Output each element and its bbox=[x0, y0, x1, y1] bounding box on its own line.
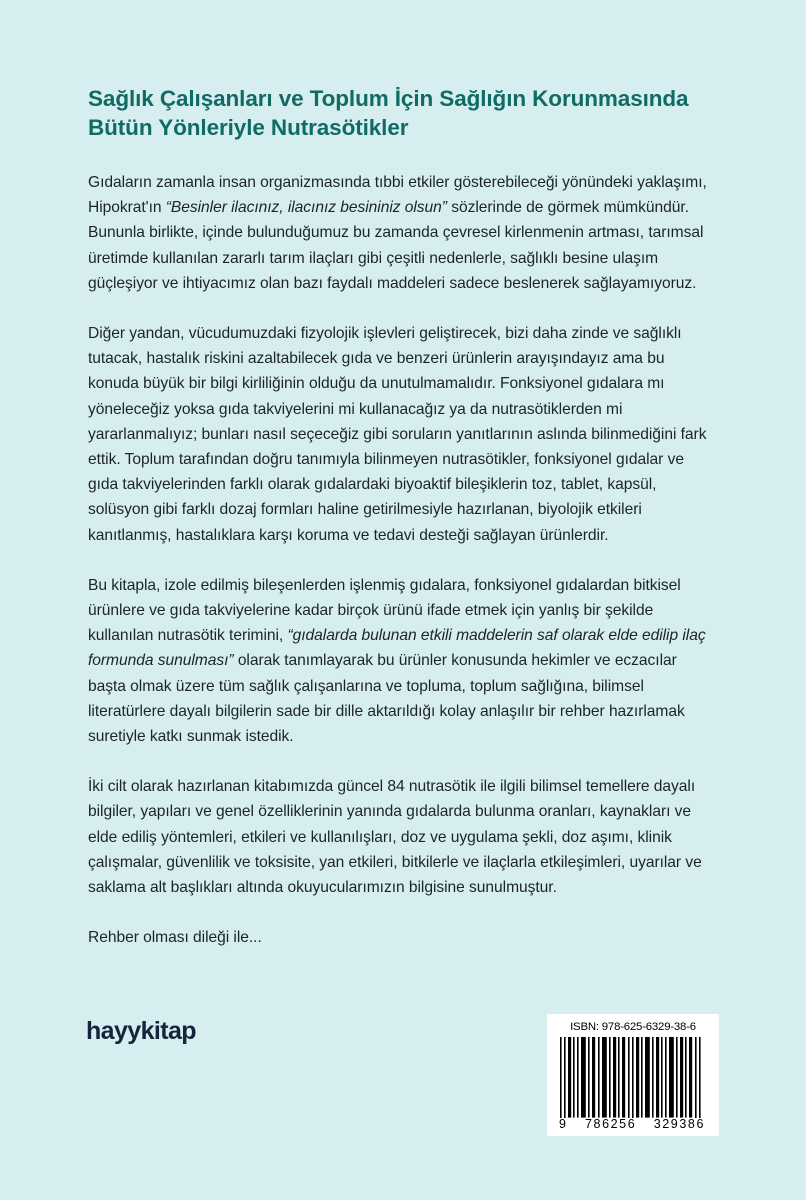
blurb-paragraph-1 bbox=[88, 170, 718, 296]
publisher-logo: hayykitap bbox=[86, 1017, 196, 1045]
blurb-paragraph-2: Diğer yandan, vücudumuzdaki fizyolojik işlevleri geliştirecek, bizi daha zinde ve sağlıklı tutacak, hastalık riskini azaltabilecek gıda ve benzeri ürünlerin arayışındayız ama bu konuda büyük bir bilgi kirliliğinin olduğu da unutulmamalıdır. Fonksiyonel gıdalara mı yöneleceğiz yoksa gıda takviyelerini mi kullanacağız ya da nutrasötiklerden mi yararlanmalıyız; bunları nasıl seçeceğiz gibi soruların yanıtlarının aslında bilinmediğini fark ettik. Toplum tarafından doğru tanımıyla bilinmeyen nutrasötikler, fonksiyonel gıdalar ve gıda takviyelerinden farklı olarak gıdalardaki biyoaktif bileşiklerin toz, tablet, kapsül, solüsyon gibi farklı dozaj formları haline getirilmesiyle hazırlanan, biyolojik etkileri kanıtlanmış, hastalıklara karşı koruma ve tedavi desteği sağlayan ürünlerdir. bbox=[88, 325, 707, 544]
isbn-label: ISBN: 978-625-6329-38-6 bbox=[570, 1021, 696, 1033]
barcode-image bbox=[556, 1037, 710, 1131]
barcode-block bbox=[547, 1014, 719, 1136]
blurb-p1-part-a: Gıdaların zamanla insan organizmasında tıbbi etkiler gösterebileceği yönündeki yaklaşımı, Hipokrat'ın bbox=[88, 174, 707, 217]
blurb-p1-quote: “Besinler ilacınız, ilacınız besininiz olsun” bbox=[165, 199, 447, 217]
blurb-closing-line: Rehber olması dileği ile... bbox=[88, 929, 262, 947]
cover-text-content bbox=[88, 84, 718, 950]
blurb-paragraph-4: İki cilt olarak hazırlanan kitabımızda güncel 84 nutrasötik ile ilgili bilimsel temellere dayalı bilgiler, yapıları ve genel özelliklerinin yanında gıdalarda bulunma oranları, kaynakları ve elde ediliş yöntemleri, etkileri ve kullanılışları, doz ve uygulama şekli, doz aşımı, klinik çalışmalar, güvenlilik ve toksisite, yan etkileri, bitkilerle ve ilaçlarla etkileşimleri, uyarılar ve saklama alt başlıkları altında okuyucularımızın bilgisine sunulmuştur. bbox=[88, 778, 702, 897]
barcode-digit-group-3: 329386 bbox=[653, 1117, 705, 1131]
blurb-p3-part-b: olarak tanımlayarak bu ürünler konusunda hekimler ve eczacılar başta olmak üzere tüm sağlık çalışanlarına ve topluma, toplum sağlığına, bilimsel literatürlere dayalı bilgilerin sade bir dille aktarıldığı kolay anlaşılır bir rehber hazırlamak suretiyle katkı sunmak istedik. bbox=[88, 652, 685, 746]
blurb-p3-quote: “gıdalarda bulunan etkili maddelerin saf olarak elde edilip ilaç formunda sunulması” bbox=[88, 627, 706, 670]
blurb-paragraph-3 bbox=[88, 573, 718, 749]
page-title: Sağlık Çalışanları ve Toplum İçin Sağlığın Korunmasında Bütün Yönleriyle Nutrasötikler bbox=[88, 86, 689, 140]
blurb-p1-part-b: sözlerinde de görmek mümkündür. Bununla birlikte, içinde bulunduğumuz bu zamanda çevresel kirlenmenin artması, tarımsal üretimde kullanılan zararlı tarım ilaçları gibi çeşitli nedenlerle, sağlıklı besine ulaşım güçleşiyor ve ihtiyacımız olan bazı faydalı maddeleri sadece beslenerek sağlayamıyoruz. bbox=[88, 199, 704, 292]
barcode-digit-group-2: 786256 bbox=[584, 1117, 637, 1131]
barcode-digits bbox=[556, 1118, 710, 1131]
barcode-digit-group-1: 9 bbox=[559, 1117, 568, 1131]
blurb-p3-part-a: Bu kitapla, izole edilmiş bileşenlerden işlenmiş gıdalara, fonksiyonel gıdalardan bitkisel ürünlere ve gıda takviyelerine kadar birçok ürünü ifade etmek için yanlış bir şekilde kullanılan nutrasötik terimini, bbox=[88, 576, 681, 645]
